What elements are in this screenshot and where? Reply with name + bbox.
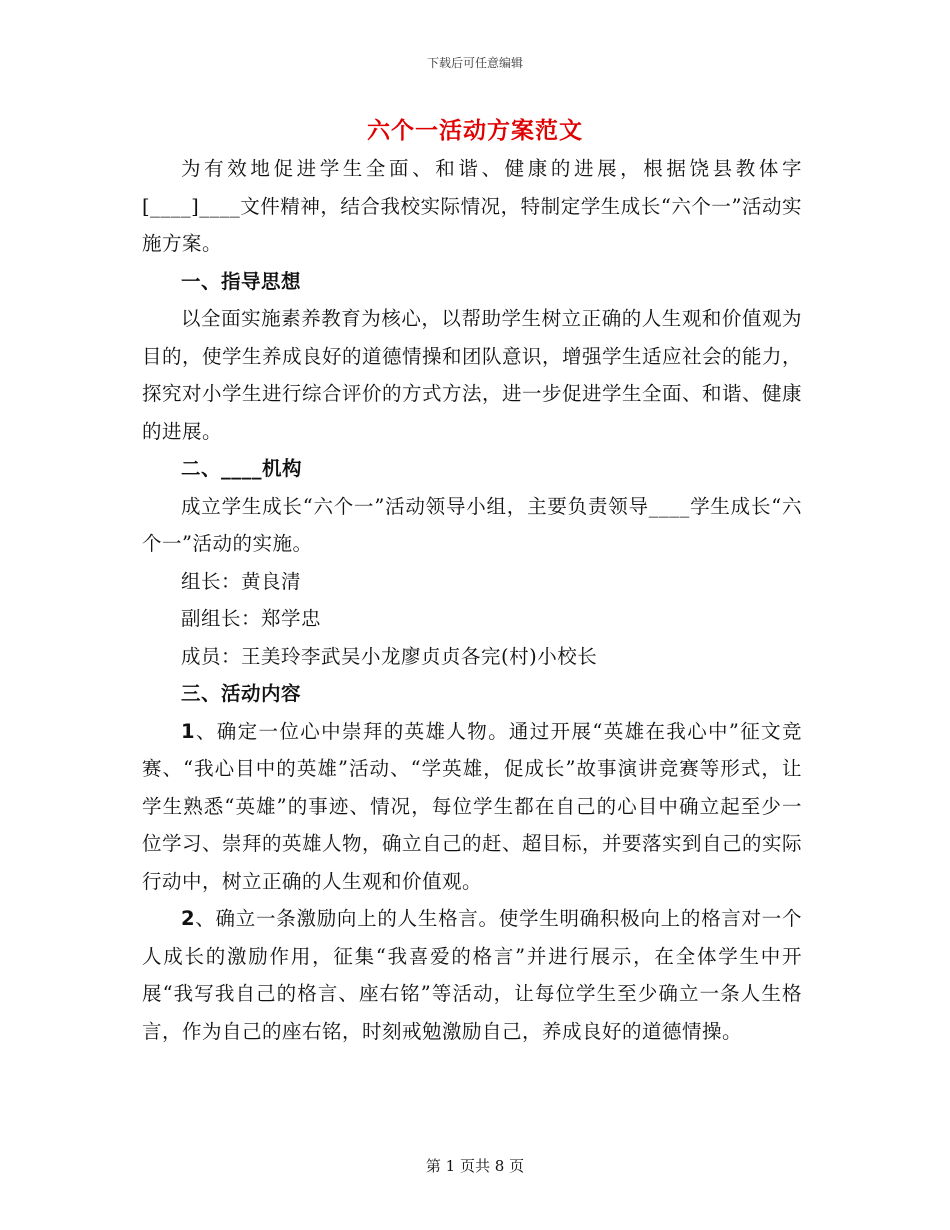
members-line: 成员：王美玲李武吴小龙廖贞贞各完(村)小校长 bbox=[181, 644, 598, 668]
section1-paragraph: 以全面实施素养教育为核心，以帮助学生树立正确的人生观和价值观为目的，使学生养成良好的道德情操和团队意识，增强学生适应社会的能力，探究对小学生进行综合评价的方式方法，进一步促进学生全面、和谐、健康的进展。 bbox=[142, 307, 803, 443]
header-note: 下载后可任意编辑 bbox=[426, 56, 523, 70]
document-body bbox=[142, 150, 802, 1050]
item2-number: 2 bbox=[181, 907, 196, 930]
item1-number: 1 bbox=[181, 719, 196, 743]
section2-paragraph: 成立学生成长“六个一”活动领导小组，主要负责领导____学生成长“六个一”活动的实施。 bbox=[142, 494, 802, 555]
item1-text: 、确定一位心中崇拜的英雄人物。通过开展“英雄在我心中”征文竞赛、“我心目中的英雄”活动、“学英雄，促成长”故事演讲竞赛等形式，让学生熟悉“英雄”的事迹、情况，每位学生都在自己的心目中确立起至少一位学习、崇拜的英雄人物，确立自己的赶、超目标，并要落实到自己的实际行动中，树立正确的人生观和价值观。 bbox=[142, 719, 803, 893]
item2-text: 、确立一条激励向上的人生格言。使学生明确积极向上的格言对一个人成长的激励作用，征集“我喜爱的格言”并进行展示，在全体学生中开展“我写我自己的格言、座右铭”等活动，让每位学生至少确立一条人生格言，作为自己的座右铭，时刻戒勉激励自己，养成良好的道德情操。 bbox=[142, 907, 802, 1043]
section1-heading: 一、指导思想 bbox=[181, 269, 302, 293]
leader-line: 组长：黄良清 bbox=[181, 569, 302, 593]
page-number-footer: 第 1 页共 8 页 bbox=[425, 1157, 525, 1175]
intro-paragraph: 为有效地促进学生全面、和谐、健康的进展，根据饶县教体字[____]____文件精神，结合我校实际情况，特制定学生成长“六个一”活动实施方案。 bbox=[142, 157, 802, 255]
vice-leader-line: 副组长：郑学忠 bbox=[181, 607, 322, 630]
item2-paragraph bbox=[142, 900, 802, 1050]
section3-heading: 三、活动内容 bbox=[181, 682, 302, 705]
section2-heading: 二、____机构 bbox=[181, 457, 303, 480]
document-title: 六个一活动方案范文 bbox=[367, 118, 583, 144]
item1-paragraph bbox=[142, 713, 802, 901]
